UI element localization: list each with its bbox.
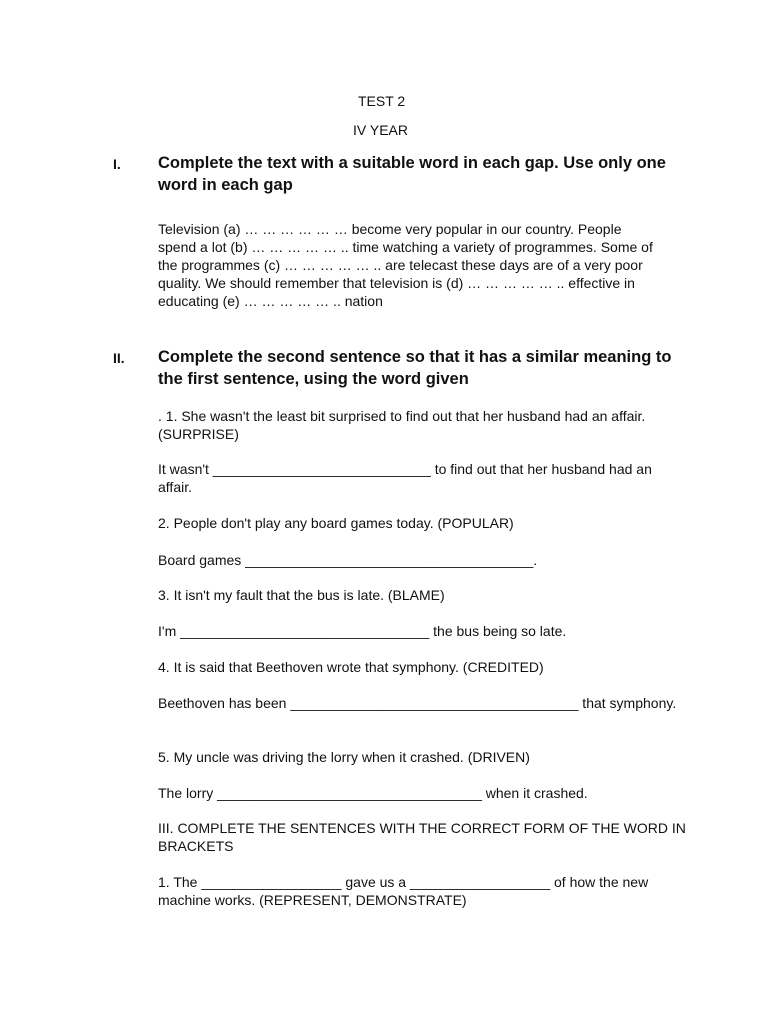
section-1-text-line: Television (a) … … … … … … become very popular in our country. People (158, 221, 622, 237)
section-1-text-line: the programmes (c) … … … … … .. are telecast these days are of a very poor (158, 257, 643, 273)
section-2-item-5-prompt: 5. My uncle was driving the lorry when it crashed. (DRIVEN) (158, 749, 530, 765)
section-2-item-1-prompt: . 1. She wasn't the least bit surprised to find out that her husband had an affair. (SURPRISE) (158, 408, 646, 442)
section-1-text-line: spend a lot (b) … … … … … .. time watching a variety of programmes. Some of (158, 239, 653, 255)
section-2-item-4-prompt: 4. It is said that Beethoven wrote that symphony. (CREDITED) (158, 659, 544, 675)
section-2-item-5-answer: The lorry __________________________________ when it crashed. (158, 785, 588, 801)
section-2-item-1-answer: It wasn't ____________________________ to find out that her husband had an affair. (158, 461, 652, 495)
section-2-item-4-answer: Beethoven has been _____________________________________ that symphony. (158, 695, 677, 711)
section-1-instruction: Complete the text with a suitable word in each gap. Use only one word in each gap (158, 154, 666, 194)
section-2-item-3-prompt: 3. It isn't my fault that the bus is late. (BLAME) (158, 587, 445, 603)
section-2-item-2-answer: Board games _____________________________________. (158, 552, 538, 568)
section-1-text (158, 220, 688, 310)
section-2-item-2-prompt: 2. People don't play any board games today. (POPULAR) (158, 515, 514, 531)
section-1-number: I. (113, 156, 121, 172)
section-2-number: II. (113, 350, 125, 366)
section-3-instruction: III. COMPLETE THE SENTENCES WITH THE CORRECT FORM OF THE WORD IN BRACKETS (158, 820, 686, 854)
section-2-item-3-answer: I'm ________________________________ the bus being so late. (158, 623, 567, 639)
section-1-text-line: educating (e) … … … … … .. nation (158, 293, 383, 309)
test-title: TEST 2 (358, 93, 406, 109)
year-label: IV YEAR (353, 122, 408, 138)
section-1-text-line: quality. We should remember that television is (d) … … … … … .. effective in (158, 275, 635, 291)
section-3-item-1: 1. The __________________ gave us a __________________ of how the new machine works. (REPRESENT, DEMONSTRATE) (158, 874, 649, 908)
section-2-instruction: Complete the second sentence so that it has a similar meaning to the first sentence, using the word given (158, 348, 672, 388)
